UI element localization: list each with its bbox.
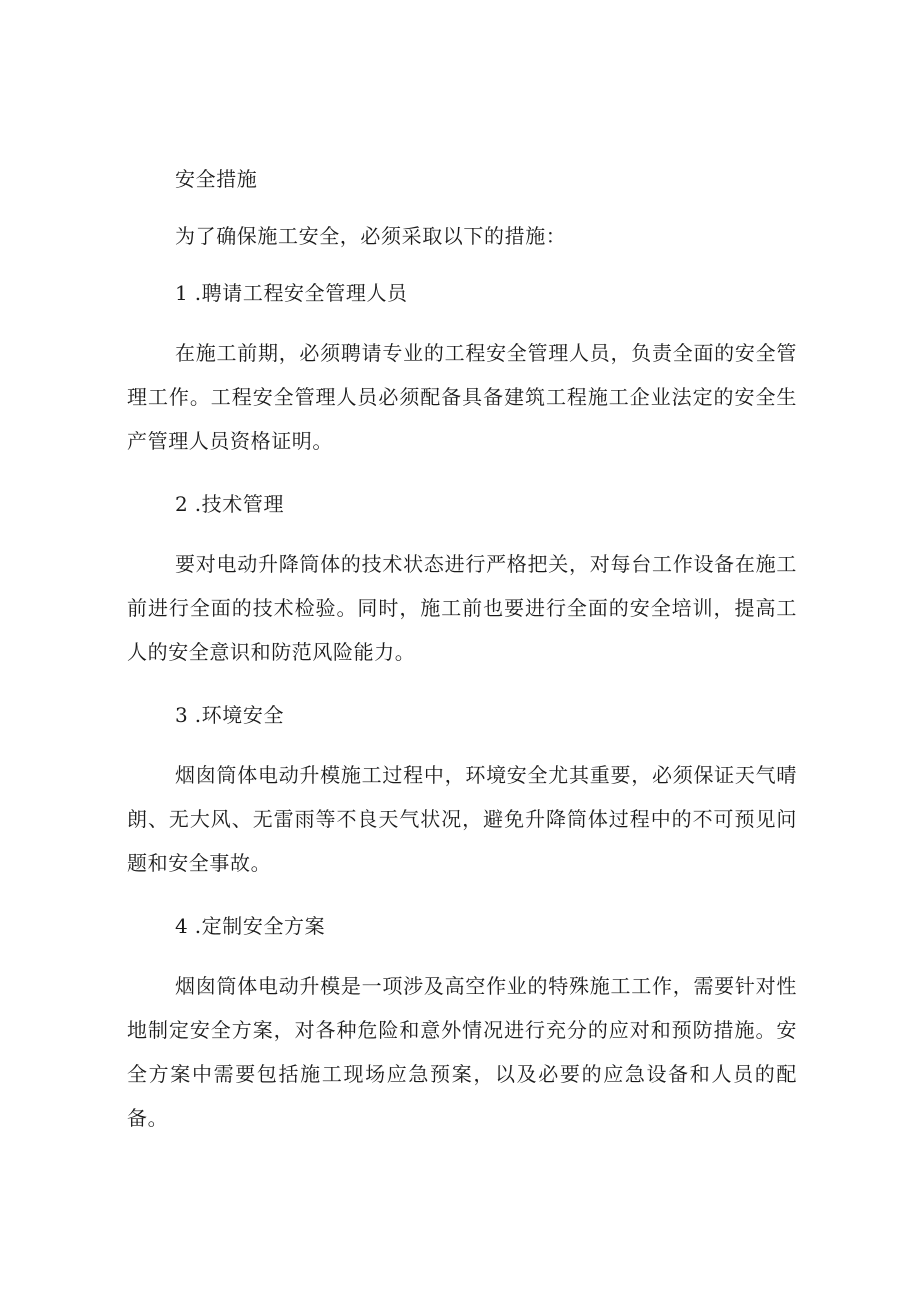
section-3-body: 烟囱筒体电动升模施工过程中，环境安全尤其重要，必须保证天气晴朗、无大风、无雷雨等不良天气状况，避免升降筒体过程中的不可预见问题和安全事故。	[127, 763, 797, 875]
section-1-number: 1	[175, 281, 188, 305]
section-4-heading	[127, 907, 797, 945]
section-1-title: .聘请工程安全管理人员	[194, 281, 408, 305]
section-3-number: 3	[175, 703, 188, 727]
section-2-body: 要对电动升降筒体的技术状态进行严格把关，对每台工作设备在施工前进行全面的技术检验。同时，施工前也要进行全面的安全培训，提高工人的安全意识和防范风险能力。	[127, 552, 797, 664]
section-1-body: 在施工前期，必须聘请专业的工程安全管理人员，负责全面的安全管理工作。工程安全管理人员必须配备具备建筑工程施工企业法定的安全生产管理人员资格证明。	[127, 341, 797, 453]
section-4-number: 4	[175, 914, 188, 938]
section-4-title: .定制安全方案	[194, 914, 326, 938]
section-2-title: .技术管理	[194, 492, 285, 516]
section-3-title: .环境安全	[194, 703, 285, 727]
document-title: 安全措施	[175, 167, 258, 191]
intro-paragraph: 为了确保施工安全，必须采取以下的措施：	[175, 224, 567, 248]
document-content	[127, 160, 797, 1162]
section-2-heading	[127, 485, 797, 523]
section-1-heading	[127, 274, 797, 312]
section-4-body: 烟囱筒体电动升模是一项涉及高空作业的特殊施工工作，需要针对性地制定安全方案，对各种危险和意外情况进行充分的应对和预防措施。安全方案中需要包括施工现场应急预案，以及必要的应急设备和人员的配备。	[127, 974, 797, 1130]
section-3-heading	[127, 696, 797, 734]
section-2-number: 2	[175, 492, 188, 516]
